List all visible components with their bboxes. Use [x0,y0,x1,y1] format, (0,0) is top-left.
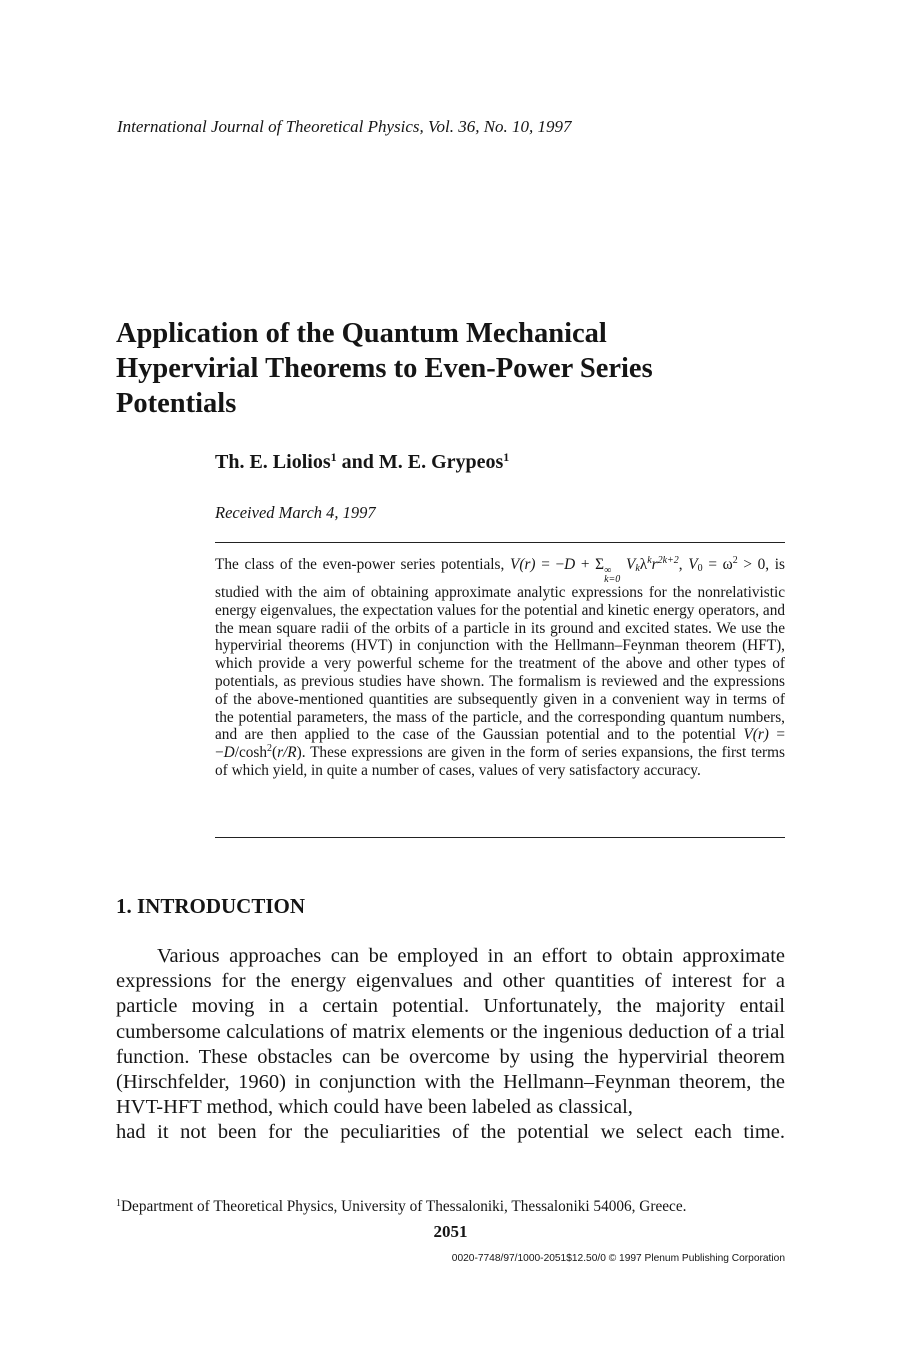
footnote-text: Department of Theoretical Physics, University of Thessaloniki, Thessaloniki 54006, Greece. [121,1198,687,1215]
formula-superscript: k [647,555,652,566]
title-line-2: Hypervirial Theorems to Even-Power Series [116,353,653,384]
introduction-last-line: had it not been for the peculiarities of the potential we select each time. [116,1121,785,1144]
formula-operator: = − [535,556,565,573]
formula-subscript: 0 [697,563,703,574]
formula-symbol: V [743,726,753,744]
formula-symbol: D [564,556,576,573]
title-line-3: Potentials [116,388,237,419]
formula-symbol: V [688,556,698,573]
abstract [215,556,785,780]
received-date: Received March 4, 1997 [215,503,376,522]
author-2-affiliation-mark: 1 [503,450,510,464]
formula-symbol: r/R [277,744,297,762]
abstract-text: The class of the even-power series potentials, [215,556,510,573]
abstract-text: > 0, is studied with the aim of obtaining approximate analytic expressions for the nonrelativistic energy eigenvalues, the expectation values for the potential and kinetic energy operators, and the mean square radii of the orbits of a particle in its ground and excited states. We use the hypervirial theorems (HVT) in conjunction with the Hellmann–Feynman theorem (HFT), which provide a very powerful scheme for the treatment of the above and other types of potentials, as previous studies have shown. The formalism is reviewed and the expressions of the above-mentioned quantities are subsequently given in a convenient way in terms of the potential parameters, the mass of the particle, and the corresponding quantum numbers, and are then applied to the case of the Gaussian potential and to the potential [215,556,786,744]
author-1-name: Th. E. Liolios [215,451,331,473]
formula-superscript: 2k+2 [657,555,679,566]
page-number: 2051 [433,1222,468,1241]
introduction-text: Various approaches can be employed in an effort to obtain approximate expressions for the energy eigenvalues and other quantities of interest for a particle moving in a certain potential. Unfortunately, the majority entail cumbersome calculations of matrix elements or the ingenious deduction of a trial function. These obstacles can be overcome by using the hypervirial theorem (Hirschfelder, 1960) in conjunction with the Hellmann–Feynman theorem, the HVT-HFT method, which could have been labeled as classical, [116,945,785,1119]
formula-operator: + Σ [575,556,605,573]
formula-operator: = − [215,726,786,762]
journal-citation: International Journal of Theoretical Physics, Vol. 36, No. 10, 1997 [117,117,572,136]
formula-symbol: (r) [752,726,769,744]
section-heading: 1. INTRODUCTION [116,894,306,918]
footnote-mark: 1 [116,1198,121,1209]
author-2-name: M. E. Grypeos [378,451,504,473]
author-1-affiliation-mark: 1 [330,450,337,464]
formula-operator: /cosh [234,744,267,762]
author-list [215,449,775,475]
formula-symbol: D [223,744,235,762]
formula-symbol: λ [639,556,648,573]
abstract-text: ). These expressions are given in the form of series expansions, the first terms of which yield, in quite a number of cases, values of very satisfactory accuracy. [215,744,785,779]
sum-lower-limit: k=0 [604,574,621,585]
abstract-top-rule [215,542,785,543]
formula-superscript: 2 [267,743,272,755]
affiliation-footnote [116,1197,796,1217]
abstract-bottom-rule [215,837,785,838]
author-connector: and [336,451,379,473]
sum-upper-limit: ∞ [604,565,612,576]
title-line-1: Application of the Quantum Mechanical [116,318,607,349]
copyright-line: 0020-7748/97/1000-2051$12.50/0 © 1997 Plenum Publishing Corporation [451,1253,785,1264]
formula-symbol: (r) [519,556,536,573]
formula-subscript: k [635,563,640,574]
sum-limits [604,566,620,584]
formula-operator: ( [272,744,278,762]
paper-title [116,316,776,421]
abstract-text: = ω [702,556,733,573]
formula-symbol: V [625,556,636,573]
formula-symbol: V [510,556,520,573]
formula-operator: , [678,556,689,573]
introduction-paragraph [116,944,785,1146]
formula-superscript: 2 [732,555,738,566]
formula-symbol: r [651,556,658,573]
